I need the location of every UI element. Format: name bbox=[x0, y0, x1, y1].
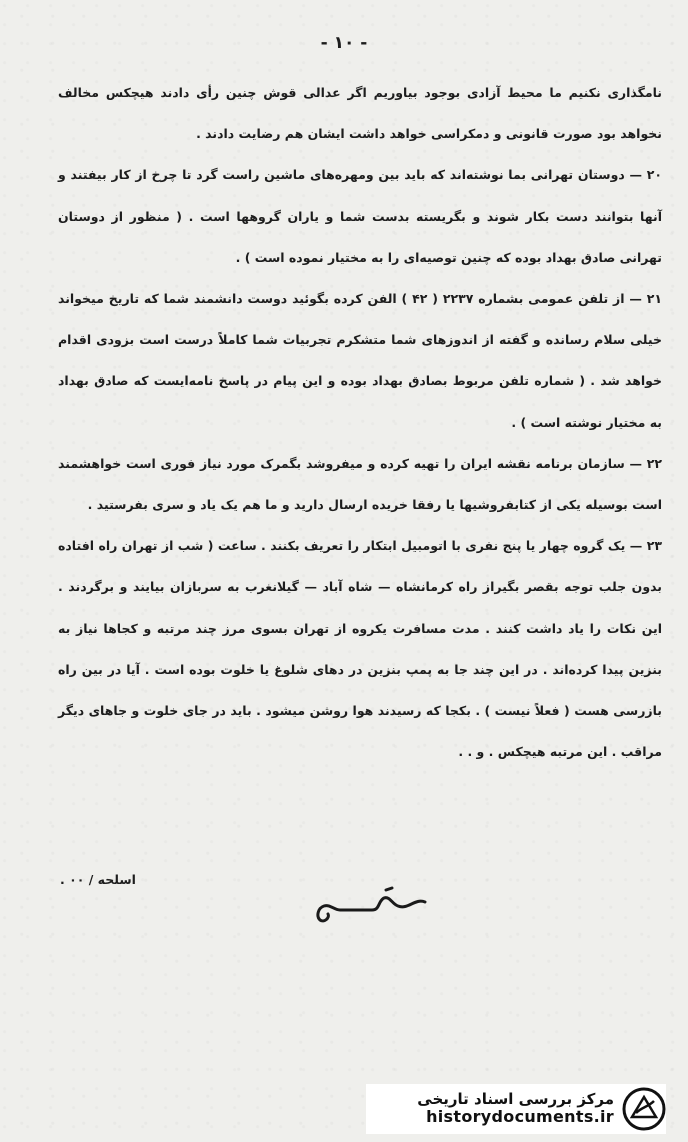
paragraph: ۲۲ — سازمان برنامه نقشه ایران را تهیه کرده و میفروشد بگمرک مورد نیاز فوری است خواهشمند است بوسیله یکی از کتابفروشیها یا رفقا خریده ارسال دارید و ما هم یک یاد و سری بفرستید . bbox=[58, 455, 662, 513]
paragraph: ۲۱ — از تلفن عمومی بشماره ۲۲۳۷ ( ۴۲ ) الفن کرده بگوئید دوست دانشمند شما که تاریخ میخواند خیلی سلام رسانده و گفته از اندوزهای شما متشکرم تجربیات شما کاملاً درست است بزودی اقدام خواهد شد . ( شماره تلفن مربوط بصادق بهداد بوده و این پیام در پاسخ نامه‌ایست که صادق بهداد به مختیار نوشته است ) . bbox=[58, 291, 662, 430]
paragraph: ۲۳ — یک گروه چهار یا پنج نفری با اتومبیل ابتکار را تعریف بکنند . ساعت ( شب از تهران راه افتاده بدون جلب توجه بقصر بگیراز راه کرمانشاه — شاه آباد — گیلانغرب به سربازان بیایند و برگردند . این نکات را یاد داشت کنند . مدت مسافرت یکروه از تهران بسوی مرز چند مرتبه و کجاها نیاز به بنزین پیدا کرده‌اند . در این چند جا به پمپ بنزین در دهای شلوغ یا خلوت بوده است . آیا در بین راه بازرسی هست ( فعلاً نیست ) . بکجا که رسیدند هوا روشن میشود . باید در جای خلوت و جاهای دیگر مراقب . این مرتبه هیچکس . و . . bbox=[58, 538, 662, 760]
page-number: - ۱۰ - bbox=[320, 33, 368, 53]
paragraph: ۲۰ — دوستان تهرانی بما نوشته‌اند که باید بین ومهره‌های ماشین راست گرد تا چرخ از کار بیفتند و آنها بتوانند دست بکار شوند و بگریسته بدست شما و یاران گروهها است . ( منظور از دوستان تهرانی صادق بهداد بوده که چنین توصیه‌ای را به مختیار نموده است ) . bbox=[58, 167, 662, 265]
paragraph: نامگذاری نکنیم ما محیط آزادی بوجود بیاوریم اگر عدالی قوش چنین رأی دادند هیچکس مخالف نخواهد بود صورت قانونی و دمکراسی خواهد داشت ایشان هم رضایت دادند . bbox=[58, 85, 662, 142]
archive-logo-icon bbox=[622, 1087, 666, 1131]
archive-title: مرکز بررسی اسناد تاریخی bbox=[417, 1090, 614, 1109]
document-body bbox=[58, 72, 662, 772]
archive-website: historydocuments.ir bbox=[426, 1107, 614, 1127]
handwritten-signature bbox=[300, 880, 440, 930]
archive-watermark bbox=[366, 1084, 666, 1134]
closing-line: اسلحه / ۰۰ . bbox=[60, 872, 136, 887]
